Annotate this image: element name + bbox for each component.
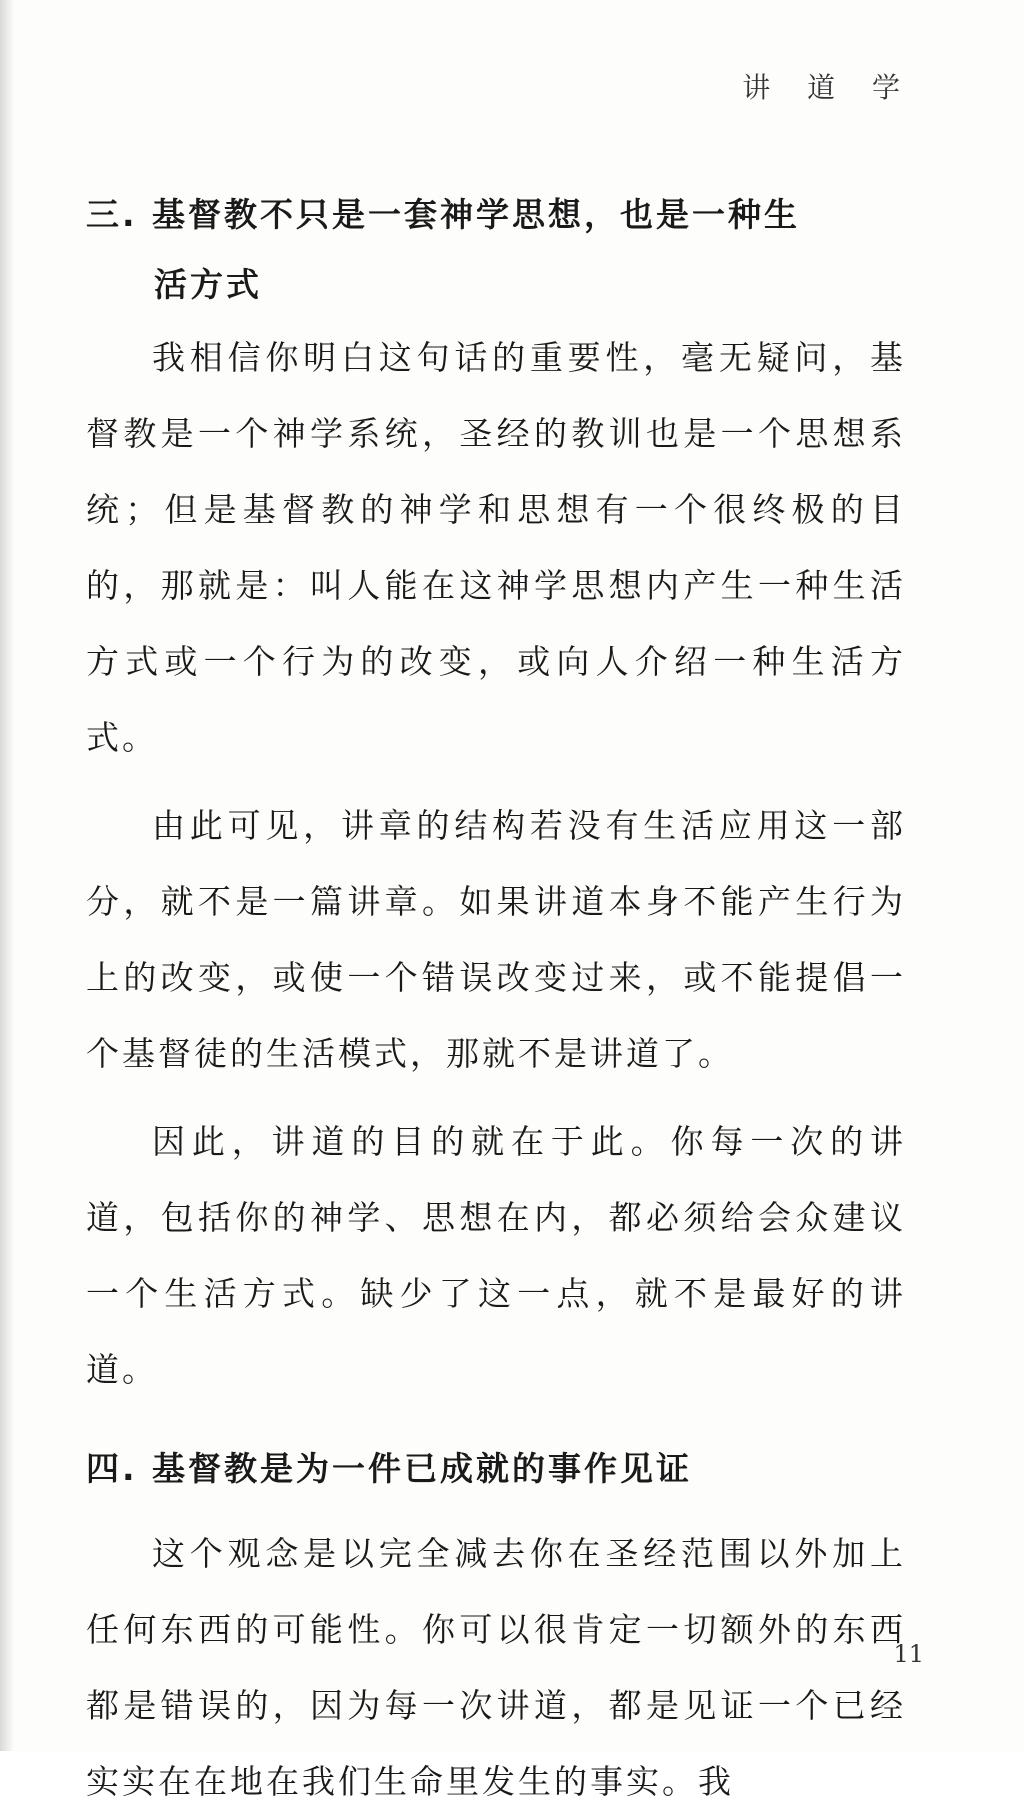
binding-shadow xyxy=(0,0,14,1751)
paragraph: 由此可见，讲章的结构若没有生活应用这一部分，就不是一篇讲章。如果讲道本身不能产生行为上的改变，或使一个错误改变过来，或不能提倡一个基督徒的生活模式，那就不是讲道了。 xyxy=(86,806,906,1073)
paragraph: 我相信你明白这句话的重要性，毫无疑问，基督教是一个神学系统，圣经的教训也是一个思想系统；但是基督教的神学和思想有一个很终极的目的，那就是：叫人能在这神学思想内产生一种生活方式或一个行为的改变，或向人介绍一种生活方式。 xyxy=(86,338,906,757)
section-4-heading: 四. 基督教是为一件已成就的事作见证 xyxy=(86,1449,693,1488)
page-number: 11 xyxy=(893,1640,924,1668)
paragraph: 这个观念是以完全减去你在圣经范围以外加上任何东西的可能性。你可以很肯定一切额外的东西都是错误的，因为每一次讲道，都是见证一个已经实实在在地在我们生命里发生的事实。我 xyxy=(86,1534,906,1801)
body-text xyxy=(86,180,906,1820)
section-3-heading-line2: 活方式 xyxy=(154,265,262,304)
section-3-heading xyxy=(86,180,906,320)
paragraph: 因此，讲道的目的就在于此。你每一次的讲道，包括你的神学、思想在内，都必须给会众建议一个生活方式。缺少了这一点，就不是最好的讲道。 xyxy=(86,1122,906,1389)
running-head: 讲 道 学 xyxy=(742,71,914,104)
section-3-heading-line1: 三. 基督教不只是一套神学思想，也是一种生 xyxy=(86,195,801,234)
